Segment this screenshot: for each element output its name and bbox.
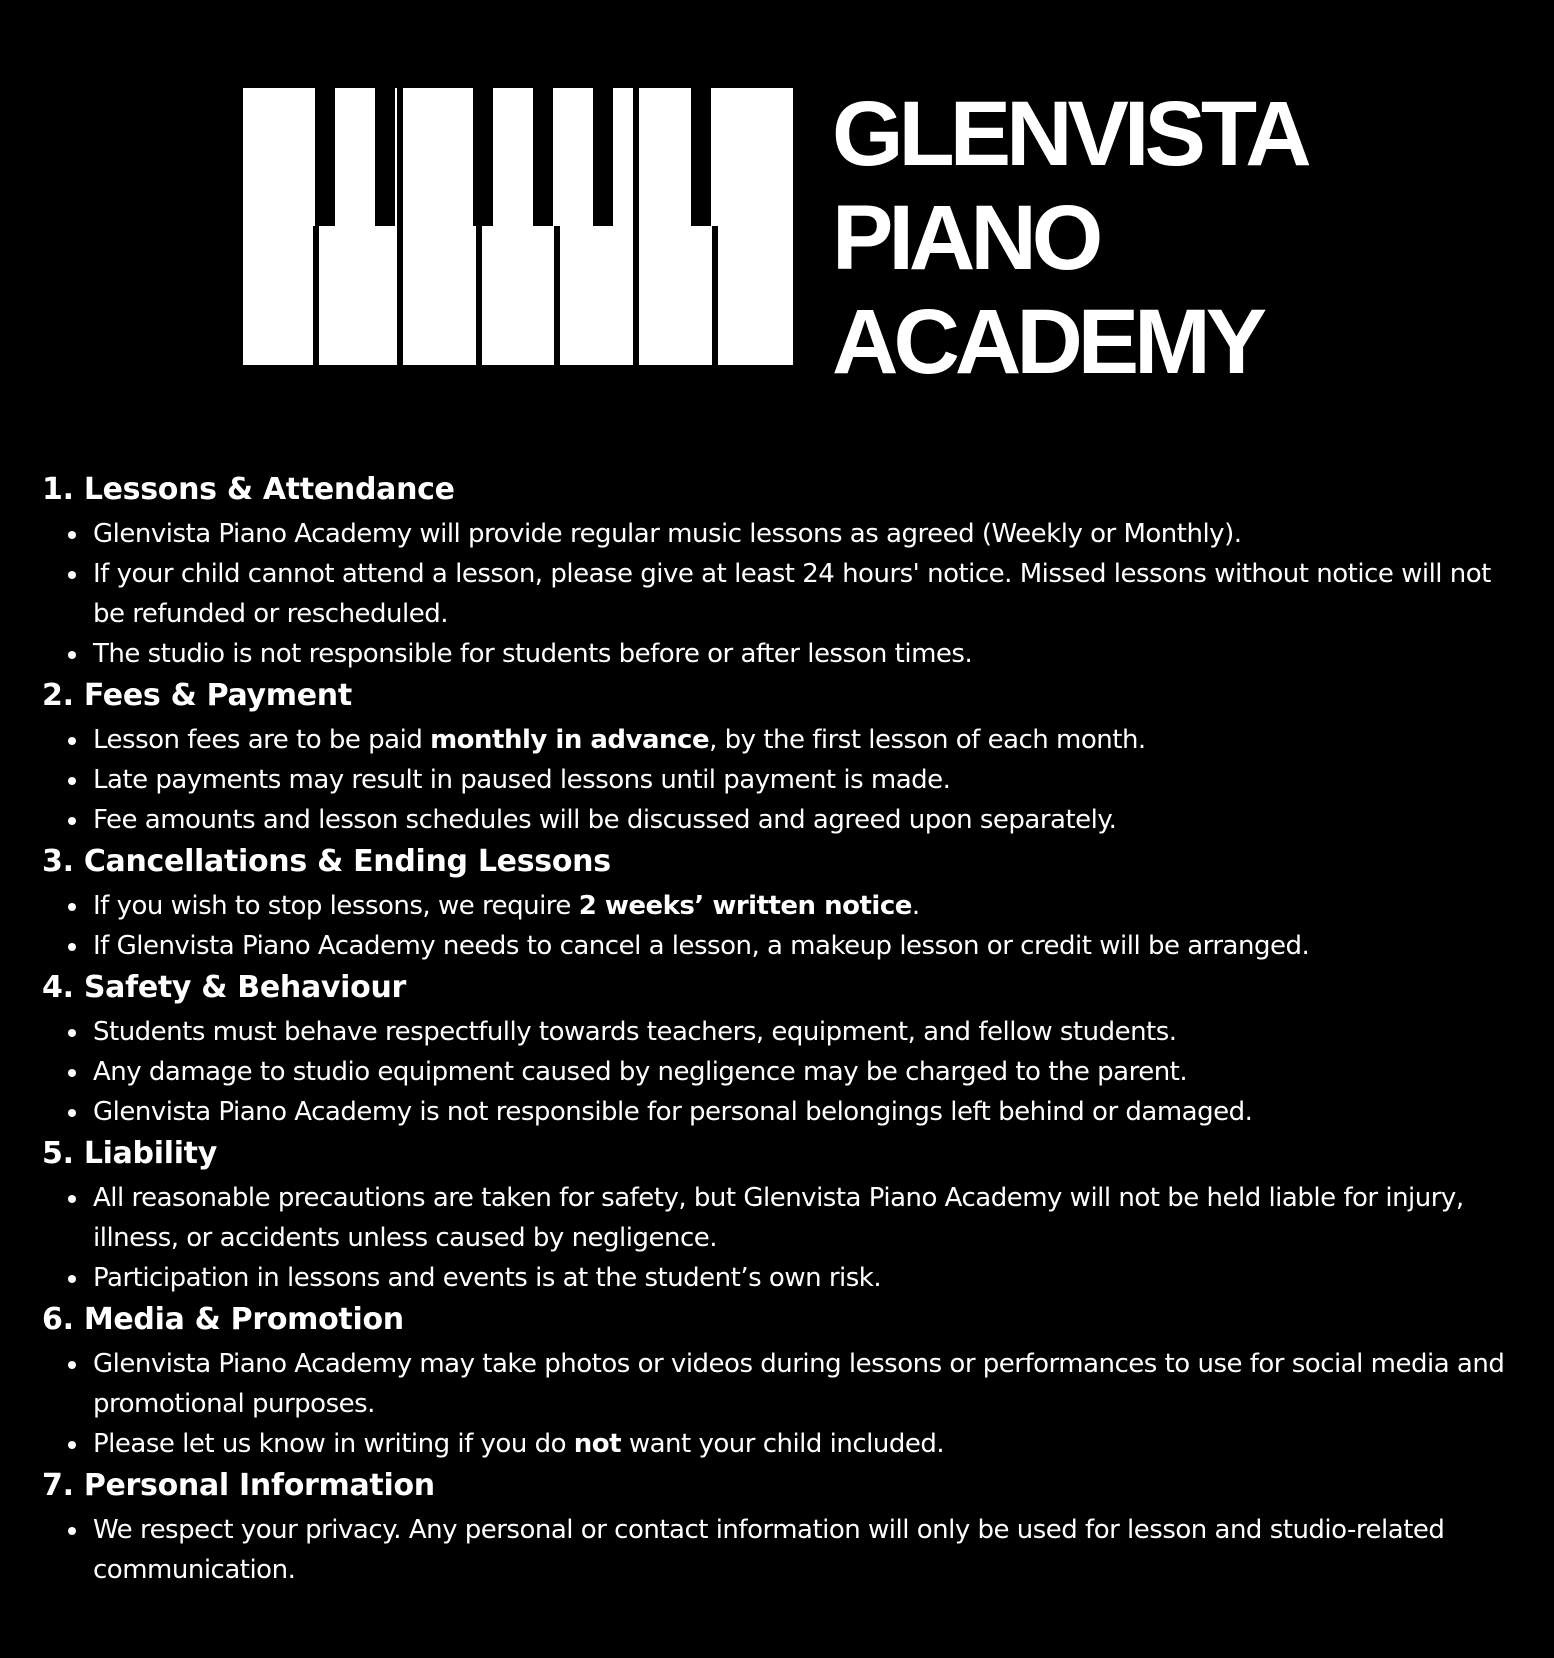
policy-section bbox=[42, 968, 1522, 1132]
policy-section bbox=[42, 842, 1522, 966]
brand-name bbox=[832, 82, 1307, 394]
section-title: 7. Personal Information bbox=[42, 1468, 435, 1503]
policy-section bbox=[42, 676, 1522, 840]
list-item bbox=[42, 634, 1523, 674]
list-item bbox=[42, 1052, 1523, 1092]
policy-section bbox=[42, 470, 1522, 674]
list-item-text: , by the first lesson of each month. bbox=[709, 725, 1146, 755]
list-item-text: If you wish to stop lessons, we require bbox=[93, 891, 579, 921]
list-item-text: Please let us know in writing if you do bbox=[93, 1429, 574, 1459]
list-item-text: want your child included. bbox=[621, 1429, 945, 1459]
policy-section bbox=[42, 1134, 1522, 1298]
bullet-icon bbox=[68, 1441, 76, 1449]
list-item bbox=[42, 926, 1523, 966]
list-item bbox=[42, 1012, 1523, 1052]
bullet-icon bbox=[68, 651, 76, 659]
bullet-list bbox=[42, 514, 1522, 674]
list-item bbox=[42, 1092, 1523, 1132]
bullet-icon bbox=[68, 1275, 76, 1283]
list-item-text: Any damage to studio equipment caused by negligence may be charged to the parent. bbox=[93, 1057, 1188, 1087]
bullet-icon bbox=[68, 903, 76, 911]
list-item-text: The studio is not responsible for students before or after lesson times. bbox=[93, 639, 973, 669]
list-item-emphasis: not bbox=[573, 1429, 622, 1459]
list-item-text: Participation in lessons and events is at the student’s own risk. bbox=[93, 1263, 882, 1293]
section-title: 2. Fees & Payment bbox=[42, 678, 352, 713]
list-item bbox=[42, 720, 1523, 760]
piano-keys-icon bbox=[243, 88, 793, 365]
list-item-text: Late payments may result in paused lessons until payment is made. bbox=[93, 765, 951, 795]
list-item bbox=[42, 514, 1523, 554]
list-item-emphasis: monthly in advance bbox=[430, 725, 710, 755]
bullet-icon bbox=[68, 1195, 76, 1203]
list-item bbox=[42, 554, 1523, 634]
list-item-text: Lesson fees are to be paid bbox=[93, 725, 431, 755]
list-item-text: All reasonable precautions are taken for safety, but Glenvista Piano Academy will not be held liable for injury, illness, or accidents unless caused by negligence. bbox=[93, 1183, 1464, 1253]
section-title: 4. Safety & Behaviour bbox=[42, 970, 407, 1005]
list-item-text: Glenvista Piano Academy will provide regular music lessons as agreed (Weekly or Monthly). bbox=[93, 519, 1242, 549]
bullet-icon bbox=[68, 571, 76, 579]
bullet-icon bbox=[68, 531, 76, 539]
section-title: 1. Lessons & Attendance bbox=[42, 472, 455, 507]
list-item bbox=[42, 1424, 1523, 1464]
bullet-list bbox=[42, 1178, 1522, 1298]
bullet-icon bbox=[68, 737, 76, 745]
brand-line-1: GLENVISTA bbox=[832, 83, 1307, 185]
list-item bbox=[42, 1344, 1523, 1424]
bullet-list bbox=[42, 720, 1522, 840]
list-item bbox=[42, 760, 1523, 800]
list-item-text: Students must behave respectfully towards teachers, equipment, and fellow students. bbox=[93, 1017, 1177, 1047]
list-item-text: Glenvista Piano Academy may take photos or videos during lessons or performances to use for social media and promotional purposes. bbox=[93, 1349, 1505, 1419]
bullet-icon bbox=[68, 1361, 76, 1369]
brand-line-2: PIANO bbox=[832, 187, 1099, 289]
bullet-icon bbox=[68, 1109, 76, 1117]
section-title: 3. Cancellations & Ending Lessons bbox=[42, 844, 611, 879]
list-item bbox=[42, 886, 1523, 926]
bullet-icon bbox=[68, 1069, 76, 1077]
list-item-text: If Glenvista Piano Academy needs to cancel a lesson, a makeup lesson or credit will be arranged. bbox=[93, 931, 1310, 961]
bullet-icon bbox=[68, 1527, 76, 1535]
bullet-list bbox=[42, 1012, 1522, 1132]
list-item-text: If your child cannot attend a lesson, please give at least 24 hours' notice. Missed lessons without notice will not be refunded or rescheduled. bbox=[93, 559, 1491, 629]
section-title: 5. Liability bbox=[42, 1136, 217, 1171]
bullet-list bbox=[42, 1344, 1522, 1464]
policy-section bbox=[42, 1300, 1522, 1464]
bullet-icon bbox=[68, 943, 76, 951]
section-title: 6. Media & Promotion bbox=[42, 1302, 404, 1337]
list-item-text: We respect your privacy. Any personal or contact information will only be used for lesson and studio-related communication. bbox=[93, 1515, 1445, 1585]
bullet-list bbox=[42, 886, 1522, 966]
list-item-text: Glenvista Piano Academy is not responsible for personal belongings left behind or damaged. bbox=[93, 1097, 1253, 1127]
bullet-list bbox=[42, 1510, 1522, 1590]
policy-content bbox=[42, 470, 1522, 1592]
bullet-icon bbox=[68, 817, 76, 825]
bullet-icon bbox=[68, 1029, 76, 1037]
brand-line-3: ACADEMY bbox=[832, 291, 1263, 393]
list-item bbox=[42, 1178, 1523, 1258]
list-item-text: . bbox=[911, 891, 920, 921]
list-item-emphasis: 2 weeks’ written notice bbox=[578, 891, 912, 921]
list-item bbox=[42, 1510, 1523, 1590]
list-item bbox=[42, 800, 1523, 840]
policy-section bbox=[42, 1466, 1522, 1590]
list-item bbox=[42, 1258, 1523, 1298]
list-item-text: Fee amounts and lesson schedules will be discussed and agreed upon separately. bbox=[93, 805, 1117, 835]
bullet-icon bbox=[68, 777, 76, 785]
